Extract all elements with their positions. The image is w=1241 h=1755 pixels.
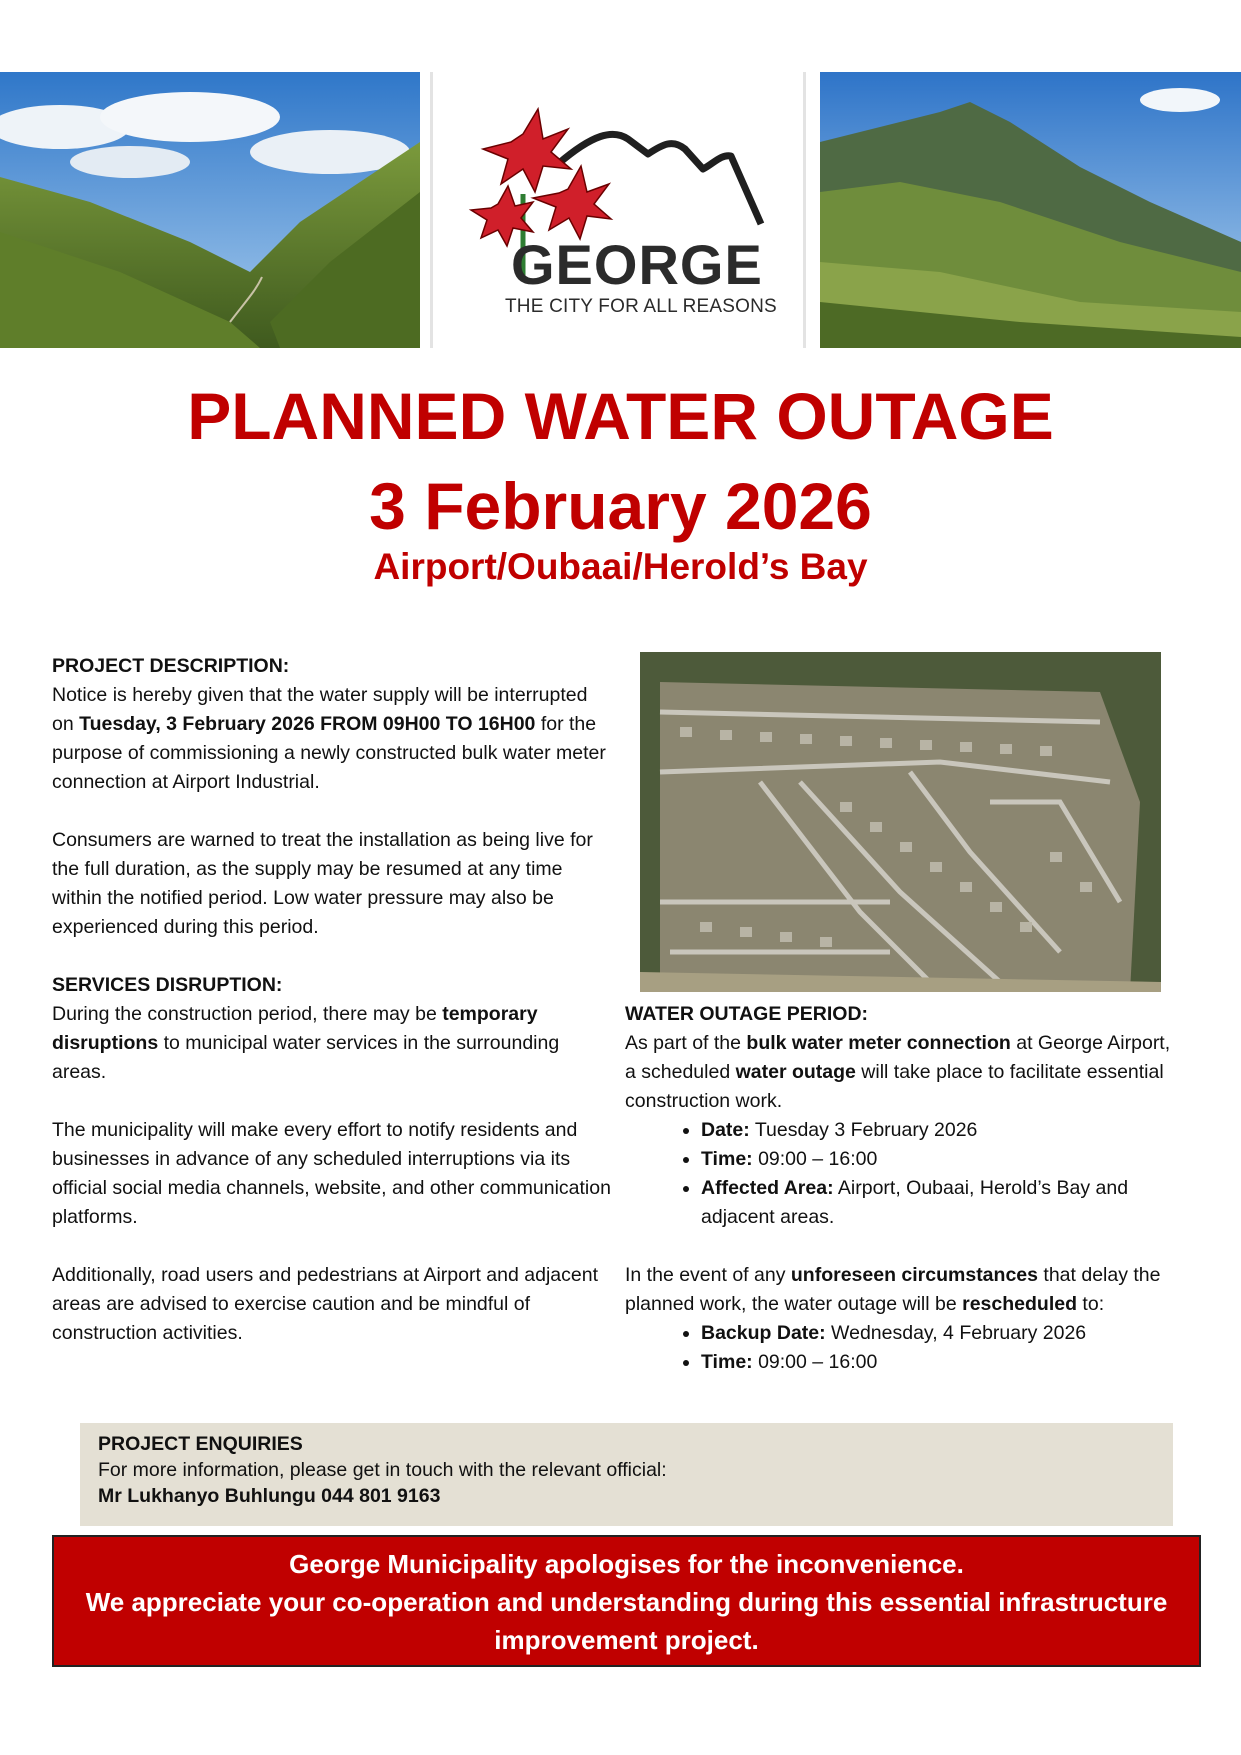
- affected-areas-title: Airport/Oubaai/Herold’s Bay: [373, 546, 868, 587]
- outage-intro: [625, 1029, 1185, 1116]
- apology-banner: [52, 1535, 1201, 1667]
- outage-intro-bold-2: water outage: [735, 1061, 856, 1083]
- backup-time-value: 09:00 – 16:00: [752, 1351, 878, 1373]
- reschedule-text: In the event of any: [625, 1264, 791, 1286]
- caution-paragraph: Additionally, road users and pedestrians at Airport and adjacent areas are advised to exercise caution and be mindful of construction activities.: [52, 1264, 598, 1344]
- reschedule-bold-1: unforeseen circumstances: [790, 1264, 1038, 1286]
- right-column: [625, 1000, 1185, 1377]
- outage-date-title: 3 February 2026: [369, 469, 872, 543]
- left-column: [52, 652, 612, 1377]
- logo-wordmark: GEORGE: [511, 233, 763, 296]
- project-enquiries-box: [80, 1423, 1173, 1526]
- header-banner: [0, 72, 1241, 348]
- services-disruption: [52, 971, 612, 1087]
- outage-intro-text-3: will take place to facilitate essential construction work.: [625, 1061, 1164, 1112]
- outage-intro-text-2: at George Airport, a scheduled: [625, 1032, 1171, 1083]
- mountain-photo-right: [820, 72, 1241, 348]
- reschedule-paragraph: [625, 1261, 1185, 1319]
- page-title: PLANNED WATER OUTAGE: [187, 379, 1054, 453]
- disruption-text-2: to municipal water services in the surrounding areas.: [52, 1032, 560, 1083]
- list-item: [701, 1319, 1185, 1348]
- enquiries-text: For more information, please get in touch with the relevant official:: [98, 1459, 667, 1481]
- services-disruption-heading: SERVICES DISRUPTION:: [52, 974, 283, 996]
- notification-paragraph: The municipality will make every effort to notify residents and businesses in advance of any scheduled interruptions via its official social media channels, website, and other communication platforms.: [52, 1119, 611, 1228]
- logo-tagline: THE CITY FOR ALL REASONS: [505, 296, 777, 317]
- reschedule-bold-2: rescheduled: [962, 1293, 1078, 1315]
- date-value: Tuesday 3 February 2026: [749, 1119, 978, 1141]
- date-label: Date:: [701, 1119, 750, 1141]
- reschedule-text-3: to:: [1077, 1293, 1105, 1315]
- area-value: Airport, Oubaai, Herold’s Bay and adjacent areas.: [701, 1177, 1129, 1228]
- list-item: [701, 1348, 1185, 1377]
- list-item: [701, 1174, 1185, 1232]
- outage-time-bold: Tuesday, 3 February 2026 FROM 09H00 TO 16H00: [79, 713, 536, 735]
- project-description-heading: PROJECT DESCRIPTION:: [52, 655, 290, 677]
- time-label: Time:: [701, 1148, 753, 1170]
- george-logo: [430, 72, 806, 348]
- list-item: [701, 1116, 1185, 1145]
- enquiries-contact: Mr Lukhanyo Buhlungu 044 801 9163: [98, 1485, 441, 1507]
- backup-date-label: Backup Date:: [701, 1322, 826, 1344]
- time-value: 09:00 – 16:00: [752, 1148, 878, 1170]
- apology-line-1: George Municipality apologises for the inconvenience.: [289, 1549, 964, 1579]
- outage-period-heading: WATER OUTAGE PERIOD:: [625, 1003, 869, 1025]
- disruption-text: During the construction period, there may be: [52, 1003, 443, 1025]
- project-description-text: Notice is hereby given that the water supply will be interrupted on: [52, 684, 588, 735]
- enquiries-heading: PROJECT ENQUIRIES: [98, 1433, 303, 1455]
- reschedule-text-2: that delay the planned work, the water outage will be: [625, 1264, 1161, 1315]
- backup-time-label: Time:: [701, 1351, 753, 1373]
- area-label: Affected Area:: [701, 1177, 834, 1199]
- outage-details-list: [625, 1116, 1185, 1232]
- backup-details-list: [625, 1319, 1185, 1377]
- backup-date-value: Wednesday, 4 February 2026: [825, 1322, 1087, 1344]
- disruption-bold: temporary disruptions: [52, 1003, 538, 1054]
- mountain-photo-left: [0, 72, 420, 348]
- outage-intro-bold-1: bulk water meter connection: [746, 1032, 1011, 1054]
- outage-intro-text: As part of the: [625, 1032, 747, 1054]
- project-description-text-2: for the purpose of commissioning a newly constructed bulk water meter connection at Airport Industrial.: [52, 713, 606, 793]
- apology-line-2: We appreciate your co-operation and understanding during this essential infrastructure improvement project.: [85, 1587, 1168, 1655]
- consumer-warning: Consumers are warned to treat the installation as being live for the full duration, as the supply may be resumed at any time within the notified period. Low water pressure may also be experienced during this period.: [52, 829, 593, 938]
- project-description: [52, 652, 612, 797]
- list-item: [701, 1145, 1185, 1174]
- aerial-map: [640, 652, 1161, 992]
